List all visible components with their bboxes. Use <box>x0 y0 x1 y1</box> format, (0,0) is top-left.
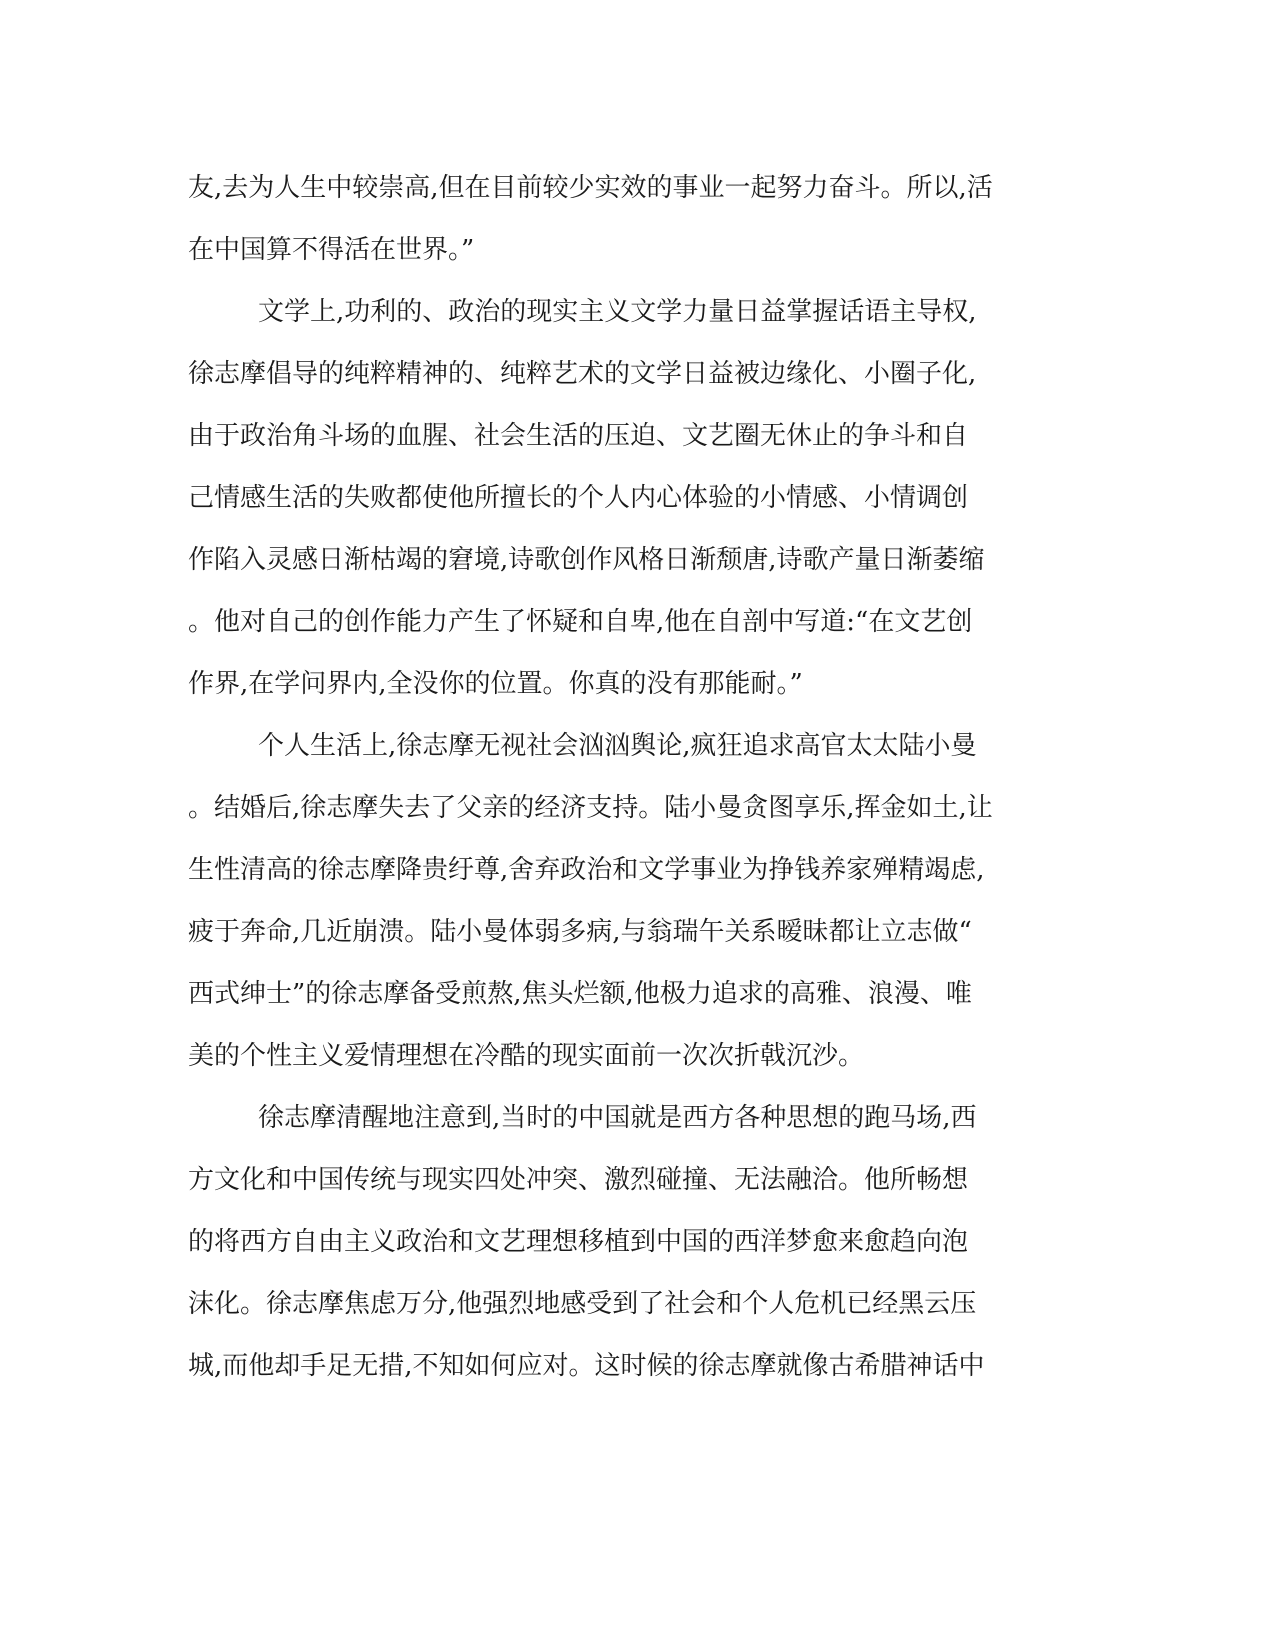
text-line: 城,而他却手足无措,不知如何应对。这时候的徐志摩就像古希腊神话中 <box>188 1351 985 1381</box>
text-line: 美的个性主义爱情理想在冷酷的现实面前一次次折戟沉沙。 <box>188 1041 865 1071</box>
text-line: 己情感生活的失败都使他所擅长的个人内心体验的小情感、小情调创 <box>188 483 969 513</box>
text-line: 疲于奔命,几近崩溃。陆小曼体弱多病,与翁瑞午关系暧昧都让立志做“ <box>188 917 972 947</box>
text-line: 友,去为人生中较崇高,但在目前较少实效的事业一起努力奋斗。所以,活 <box>188 173 993 203</box>
text-line: 生性清高的徐志摩降贵纡尊,舍弃政治和文学事业为挣钱养家殚精竭虑, <box>188 855 985 885</box>
text-line: 在中国算不得活在世界。” <box>188 235 475 265</box>
text-line: 由于政治角斗场的血腥、社会生活的压迫、文艺圈无休止的争斗和自 <box>188 421 969 451</box>
text-line: 文学上,功利的、政治的现实主义文学力量日益掌握话语主导权, <box>258 297 977 327</box>
body-text <box>188 157 1068 1397</box>
text-line: 。他对自己的创作能力产生了怀疑和自卑,他在自剖中写道:“在文艺创 <box>188 607 973 637</box>
text-line: 徐志摩清醒地注意到,当时的中国就是西方各种思想的跑马场,西 <box>258 1103 977 1133</box>
text-line: 徐志摩倡导的纯粹精神的、纯粹艺术的文学日益被边缘化、小圈子化, <box>188 359 977 389</box>
text-line: 。结婚后,徐志摩失去了父亲的经济支持。陆小曼贪图享乐,挥金如土,让 <box>188 793 993 823</box>
text-line: 的将西方自由主义政治和文艺理想移植到中国的西洋梦愈来愈趋向泡 <box>188 1227 969 1257</box>
text-line: 方文化和中国传统与现实四处冲突、激烈碰撞、无法融洽。他所畅想 <box>188 1165 969 1195</box>
text-line: 作界,在学问界内,全没你的位置。你真的没有那能耐。” <box>188 669 803 699</box>
text-line: 作陷入灵感日渐枯竭的窘境,诗歌创作风格日渐颓唐,诗歌产量日渐萎缩 <box>188 545 985 575</box>
text-line: 沫化。徐志摩焦虑万分,他强烈地感受到了社会和个人危机已经黑云压 <box>188 1289 977 1319</box>
text-line: 西式绅士”的徐志摩备受煎熬,焦头烂额,他极力追求的高雅、浪漫、唯 <box>188 979 972 1009</box>
text-line: 个人生活上,徐志摩无视社会汹汹舆论,疯狂追求高官太太陆小曼 <box>258 731 977 761</box>
